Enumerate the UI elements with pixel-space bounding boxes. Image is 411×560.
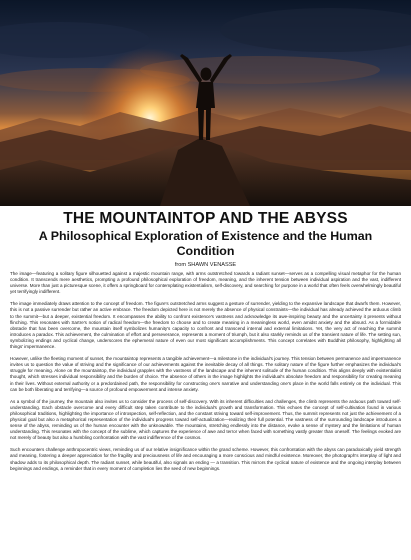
hero-image <box>0 0 411 206</box>
article-body <box>10 271 401 472</box>
paragraph: However, unlike the fleeting moment of sunset, the mountaintop represents a tangible achievement—a milestone in the individual's journey. This tension between permanence and impermanence invites us to question the value of striving and the significance of our achievements against the inevitable decay of all things. The solitary nature of the figure further emphasizes the individual's struggle for meaning. Alone on the mountaintop, the individual grapples with the vastness of the landscape and the inherent solitude of the human condition. This aligns deeply with existentialist thought, which stresses individual responsibility and the burden of choice. The absence of others in the image highlights the individual's absolute freedom and responsibility for creating meaning in their lives. Without external authority or a predordained path, the responsibility for constructing one's narrative and understanding one's place in the world falls entirely on the individual. This can be both liberating and terrifying—a source of profound empowerment and intense anxiety. <box>10 356 401 392</box>
article <box>0 210 411 472</box>
paragraph: Such encounters challenge anthropocentric views, reminding us of our relative insignificance within the grand scheme. However, this confrontation with the abyss can paradoxically yield strength and meaning, fostering a deeper appreciation for the fragility and preciousness of life and encouraging a more conscious and mindful existence. Moreover, the photograph's interplay of light and shadow adds to its philosophical depth. The radiant sunset, while beautiful, also signals an ending — a transition. This mirrors the cyclical nature of existence and the ongoing interplay between beginnings and endings, a reminder that in every moment of completion lies the seed of new beginnings. <box>10 447 401 471</box>
paragraph: The image—featuring a solitary figure silhouetted against a majestic mountain range, with arms outstretched towards a radiant sunset—serves as a compelling visual metaphor for the human condition. It transcends mere aesthetics, prompting a profound philosophical exploration of freedom, meaning, and the inherent tension between individual aspiration and the vast, indifferent universe. More than just a picturesque scene, it offers a springboard for contemplating existentialism, self-discovery, and searching for purpose in a world that often feels overwhelmingly beautiful yet terrifyingly indifferent. <box>10 271 401 295</box>
article-title: THE MOUNTAINTOP AND THE ABYSS <box>63 210 348 227</box>
paragraph: As a symbol of the journey, the mountain also invites us to consider the process of self-discovery. With its inherent difficulties and challenges, the climb represents the arduous path toward self-understanding. Each obstacle overcome and every difficult step taken contribute to the individual's growth and transformation. This echoes the concept of self-cultivation found in various philosophical traditions, highlighting the importance of introspection, self-reflection, and the constant striving toward self-improvement. Thus, the summit represents not just the achievement of a physical goal but also a metaphorical representation of the individual's progress toward self-actualization—realizing their full potential. The vastness of the surrounding landscape introduces a sense of the abyss, reminding us of the human encounter with the unknowable. The mountains, stretching endlessly into the distance, evoke a sense of mystery and the limitations of human understanding. This resonates with the concept of the sublime, which captures the experience of awe and terror when faced with something vastly greater than oneself. The feelings evoked are not merely of beauty but also a humbling confrontation with the vast indifference of the cosmos. <box>10 398 401 441</box>
mountain-sunset-illustration <box>0 0 411 206</box>
article-subtitle: A Philosophical Exploration of Existence and the Human Condition <box>38 229 373 258</box>
paragraph: The image immediately draws attention to the concept of freedom. The figure's outstretched arms suggest a gesture of surrender, yielding to the expansive landscape that dwarfs them. However, this is not a passive surrender but rather an active embrace. The freedom depicted here is not merely the absence of physical constraints—the individual has already achieved the arduous climb to the summit—but a deeper, existential freedom. It encompasses the ability to confront existence's vastness and acknowledge its awe-inspiring beauty and the uncertainty it presents without flinching. This resonates with Sartre's notion of radical freedom—the freedom to choose and to create meaning in a meaningless world, even amidst anxiety and the absurd. As a formidable obstacle that has been overcome, the mountain itself symbolizes humanity's capacity to confront and transcend internal and external limitations. Yet, the very act of reaching the summit introduces a paradox. This achievement, the culmination of effort and perseverance, represents a moment of triumph, but it also starkly reminds us of the transient nature of life. The setting sun, symbolizing endings and cyclical change, underscores the ephemeral nature of even our most significant accomplishments. This concept correlates with Buddhist philosophy, highlighting all things' impermanence. <box>10 301 401 350</box>
article-byline: from SHAWN VENASSE <box>174 262 237 268</box>
